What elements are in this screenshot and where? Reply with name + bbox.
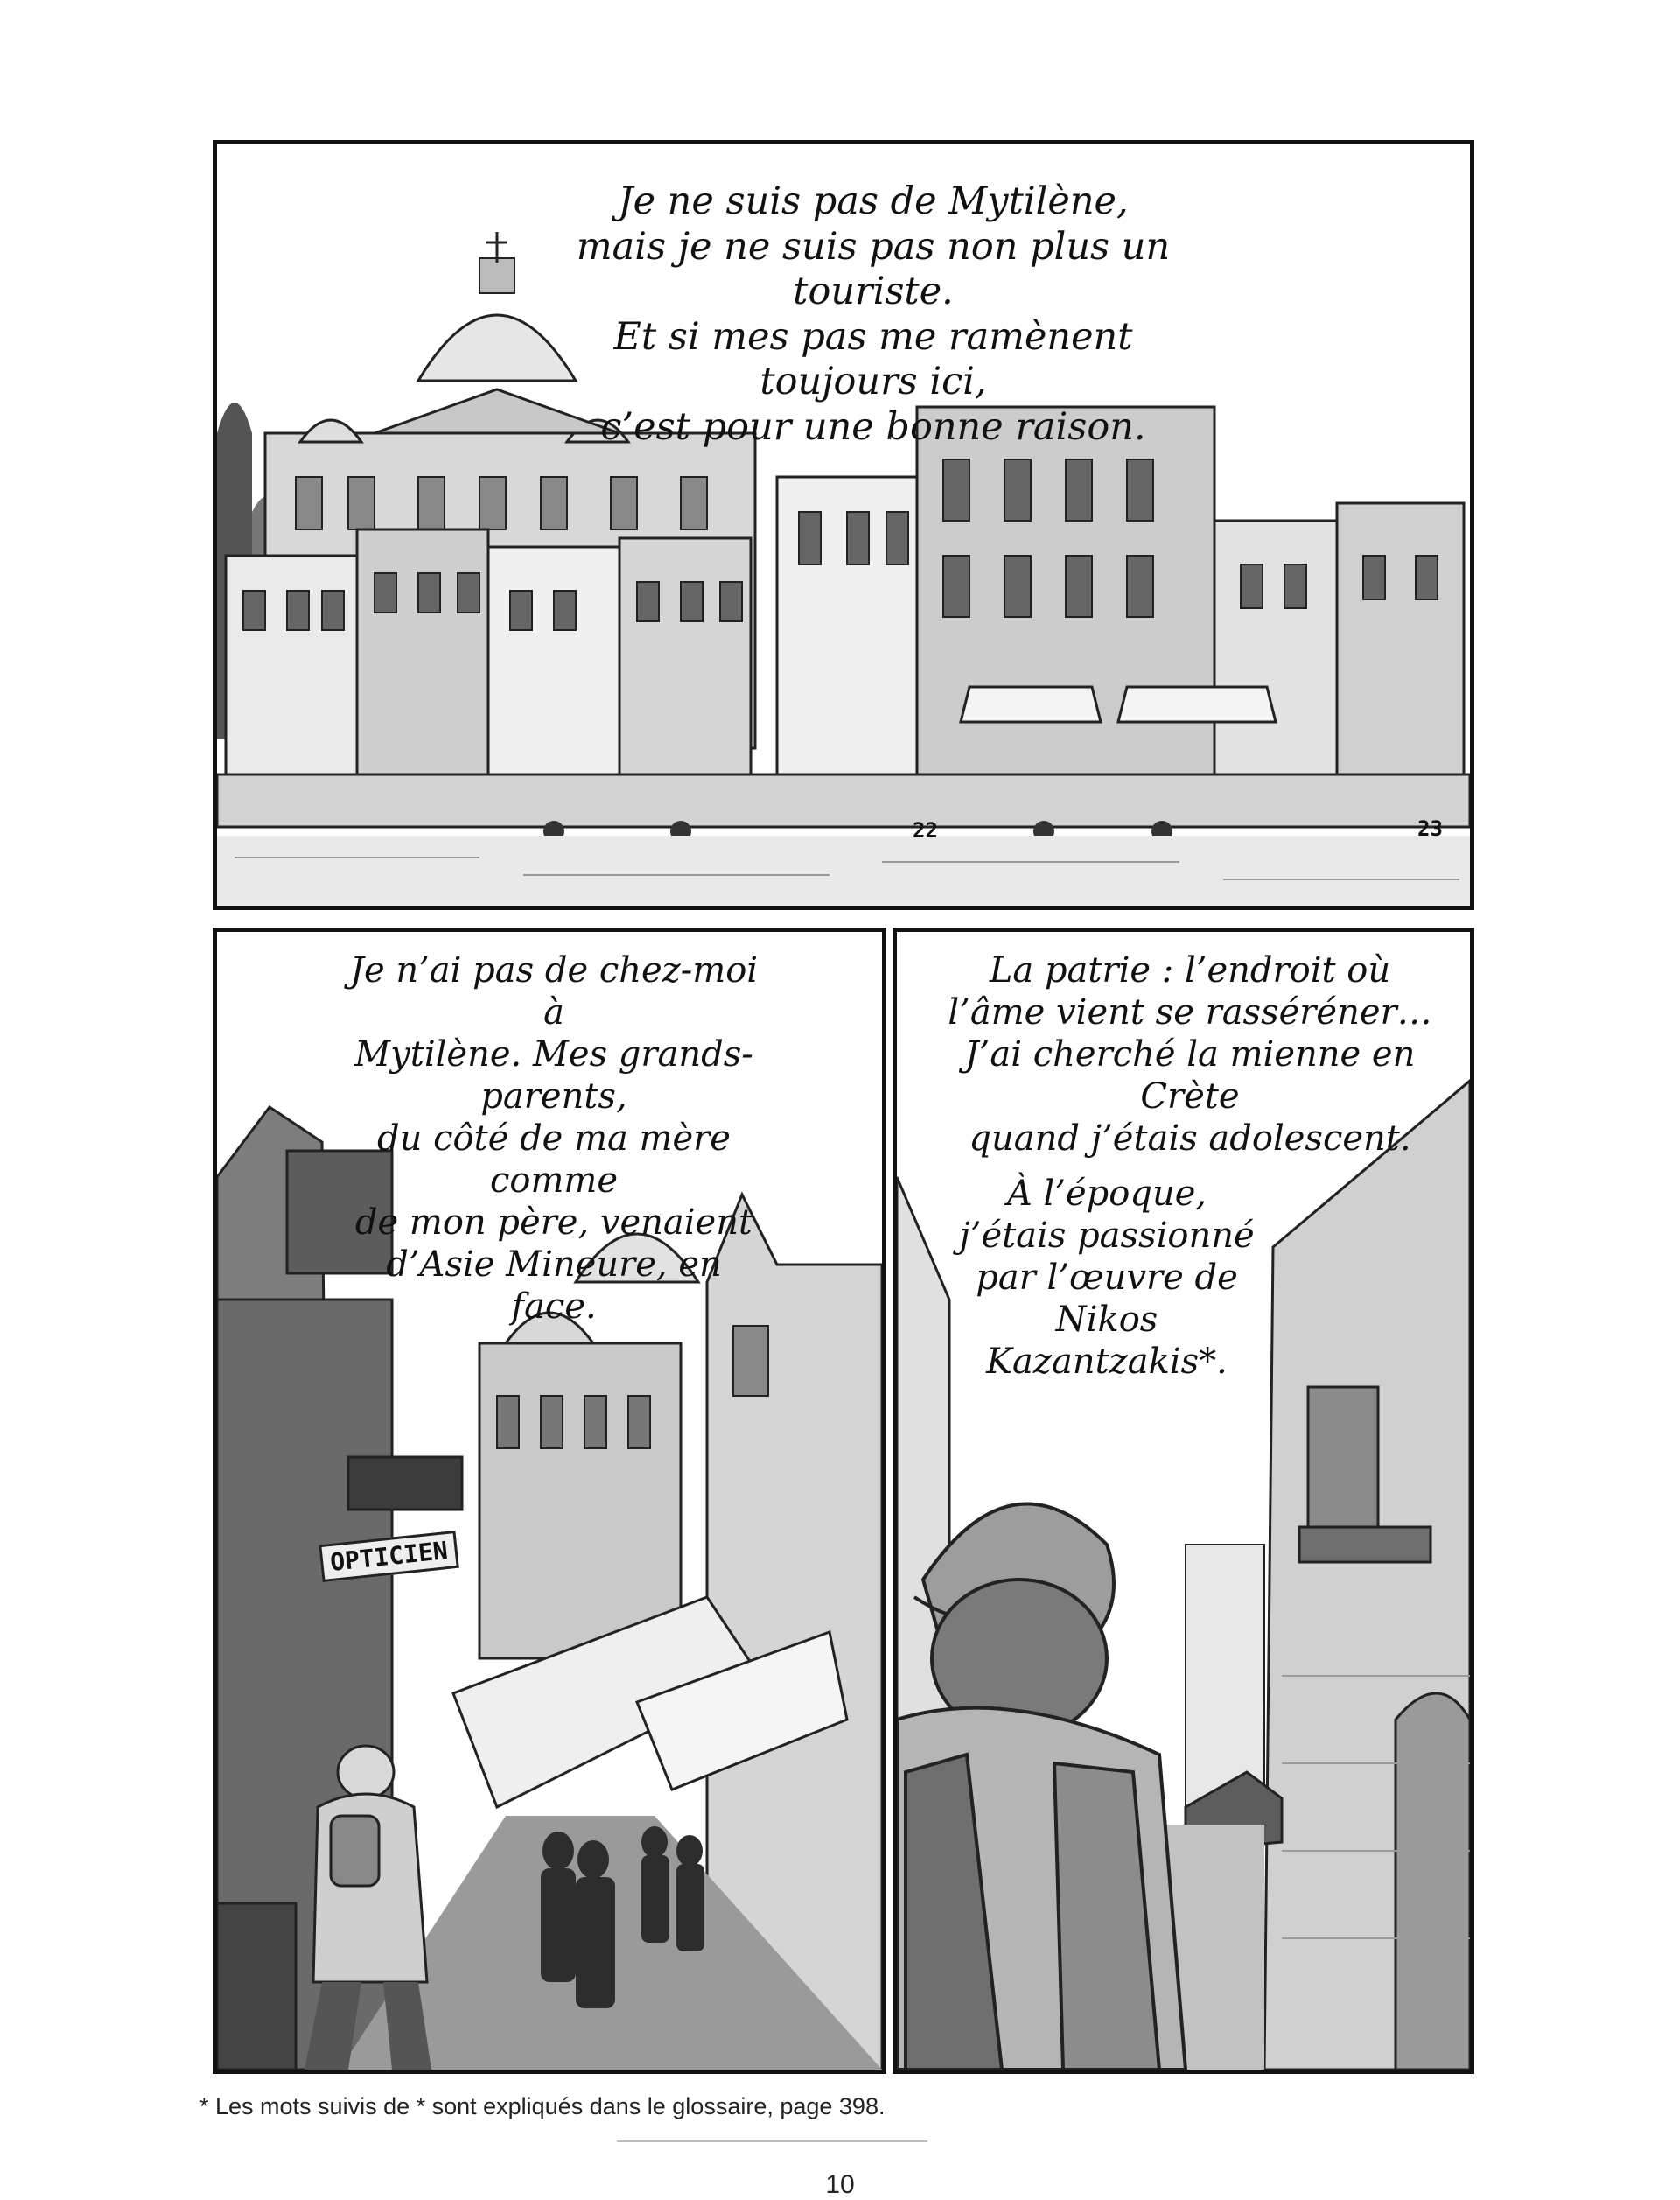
- page-number: 10: [825, 2170, 855, 2199]
- opticien-shop-sign: OPTICIEN: [318, 1531, 458, 1582]
- caption-bottom-left: Je n’ai pas de chez-moi à Mytilène. Mes grands-parents, du côté de ma mère comme de mon père, venaient d’Asie Mineure, en face.: [349, 950, 759, 1327]
- panel-bottom-left: [213, 928, 886, 2074]
- caption-bottom-right-1: La patrie : l’endroit où l’âme vient se rasséréner… J’ai cherché la mienne en Crète quand j’étais adolescent.: [948, 950, 1432, 1159]
- panel-top: [213, 140, 1474, 910]
- panel-bottom-right: [892, 928, 1474, 2074]
- quay-number-23: 23: [1418, 816, 1443, 841]
- glossary-footnote: * Les mots suivis de * sont expliqués dans le glossaire, page 398.: [200, 2093, 886, 2119]
- caption-top: Je ne suis pas de Mytilène, mais je ne suis pas non plus un touriste. Et si mes pas me ramènent toujours ici, c’est pour une bonne raison.: [576, 179, 1171, 449]
- caption-bottom-right-2: À l’époque, j’étais passionné par l’œuvre de Nikos Kazantzakis*.: [959, 1174, 1255, 1382]
- footer-divider: [617, 2140, 928, 2142]
- quay-number-22: 22: [913, 818, 938, 843]
